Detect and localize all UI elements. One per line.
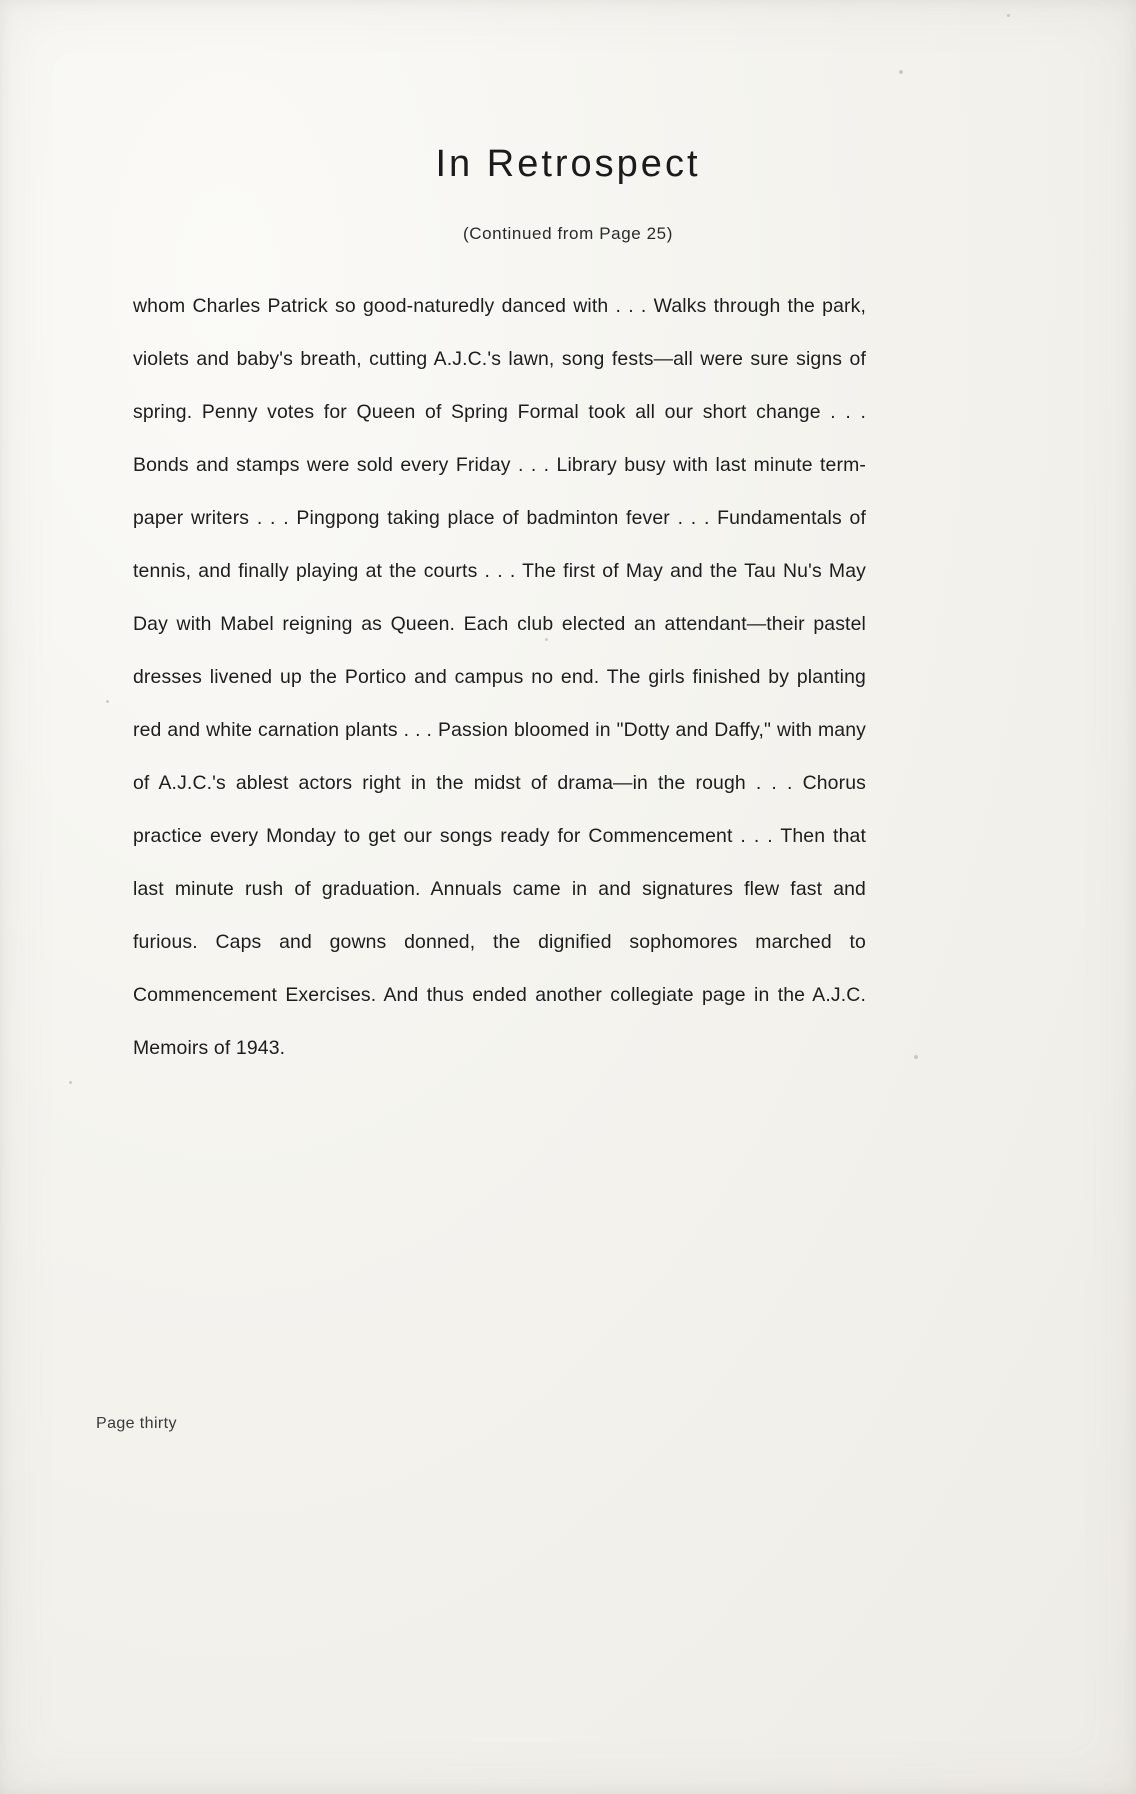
paper-speck — [69, 1081, 72, 1084]
paper-speck — [914, 1055, 918, 1059]
article-paragraph: whom Charles Patrick so good-naturedly danced with . . . Walks through the park, violets and baby's breath, cutting A.J.C.'s lawn, song fests—all were sure signs of spring. Penny votes for Queen of Spring Formal took all our short change . . . Bonds and stamps were sold every Friday . . . Library busy with last minute term-paper writers . . . Pingpong taking place of badminton fever . . . Fundamentals of tennis, and finally playing at the courts . . . The first of May and the Tau Nu's May Day with Mabel reigning as Queen. Each club elected an attendant—their pastel dresses livened up the Portico and campus no end. The girls finished by planting red and white carnation plants . . . Passion bloomed in "Dotty and Daffy," with many of A.J.C.'s ablest actors right in the midst of drama—in the rough . . . Chorus practice every Monday to get our songs ready for Commencement . . . Then that last minute rush of graduation. Annuals came in and signatures flew fast and furious. Caps and gowns donned, the dignified sophomores marched to Commencement Exercises. And thus ended another collegiate page in the A.J.C. Memoirs of 1943. — [133, 295, 866, 1059]
page-title: In Retrospect — [435, 143, 701, 186]
paper-speck — [106, 700, 109, 703]
paper-speck — [899, 70, 903, 74]
article-body — [133, 280, 866, 1075]
paper-speck — [1007, 14, 1010, 17]
page-number: Page thirty — [96, 1415, 177, 1432]
continued-from-note: (Continued from Page 25) — [462, 224, 673, 243]
